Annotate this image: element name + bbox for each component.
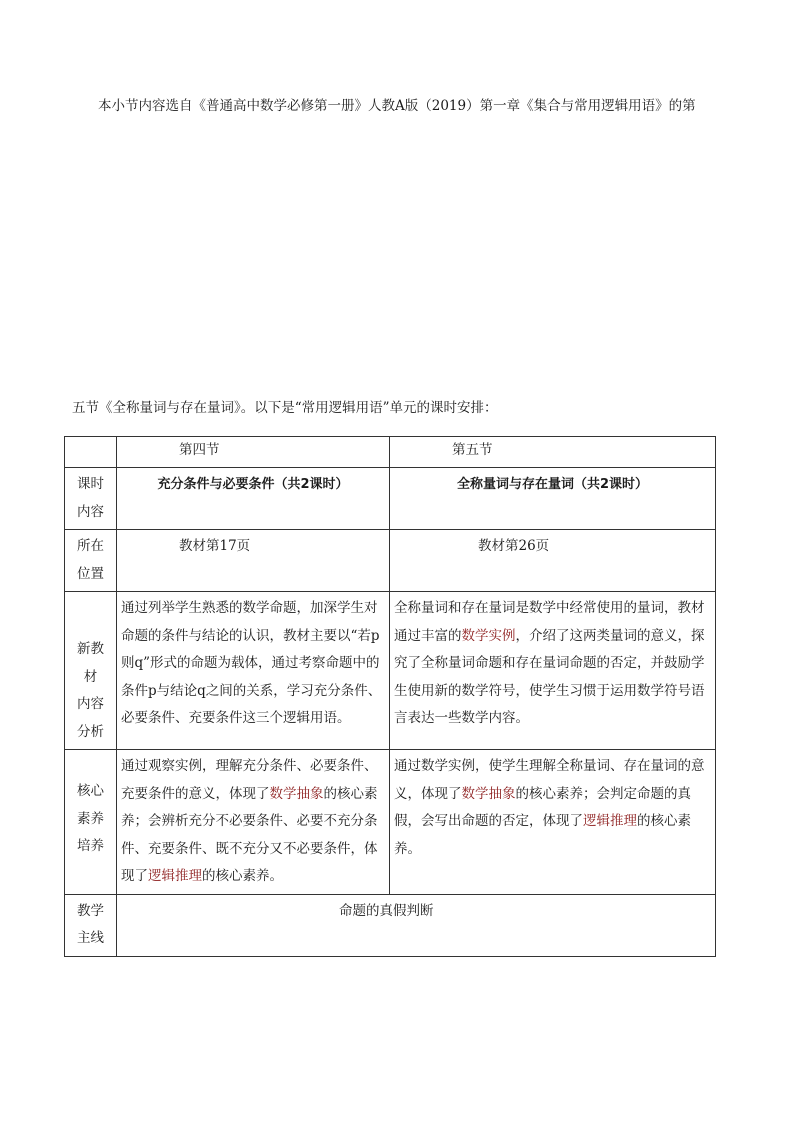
lesson-schedule-table bbox=[64, 436, 716, 957]
label-part: 所在 bbox=[77, 538, 104, 554]
analysis-section-5 bbox=[390, 592, 716, 750]
label-part: 培养 bbox=[77, 838, 104, 854]
analysis-section-4: 通过列举学生熟悉的数学命题，加深学生对命题的条件与结论的认识，教材主要以“若p则q”形式的命题为载体，通过考察命题中的条件p与结论q之间的关系，学习充分条件、必要条件、充要条件这三个逻辑用语。 bbox=[117, 592, 390, 750]
header-section-4: 第四节 bbox=[117, 437, 390, 468]
text-run: 通过观察实例，理解充分条件、必要条件、充要条件的意义，体现了 bbox=[121, 758, 378, 802]
mainline-value: 命题的真假判断 bbox=[117, 894, 716, 956]
highlight-term: 数学抽象 bbox=[461, 785, 516, 802]
text-run: 的核心素养；会判定命题的真假，会写出命题的否定，体现了 bbox=[394, 785, 691, 829]
content-section-5: 全称量词与存在量词（共2课时） bbox=[390, 468, 716, 530]
text-run: ，介绍了这两类量词的意义，探究了全称量词命题和存在量词命题的否定，并鼓励学生使用新的数学符号，使学生习惯于运用数学符号语言表达一些数学内容。 bbox=[394, 627, 705, 726]
text-run: 全称量词和存在量词是数学中经常使用的量词，教材通过丰富的 bbox=[394, 600, 705, 644]
table-row-position bbox=[65, 530, 716, 592]
label-part: 位置 bbox=[77, 565, 104, 582]
label-part: 新教 bbox=[77, 641, 104, 657]
label-part: 素养 bbox=[77, 810, 104, 827]
table-row-literacy bbox=[65, 750, 716, 895]
label-part: 内容 bbox=[77, 503, 104, 520]
row-label-position bbox=[65, 530, 117, 592]
intro-paragraph-line-1: 本小节内容选自《普通高中数学必修第一册》人教A版（2019）第一章《集合与常用逻辑用语》的第 bbox=[98, 98, 696, 114]
row-label-mainline bbox=[65, 894, 117, 956]
label-part: 课时 bbox=[77, 476, 104, 492]
position-section-5: 教材第26页 bbox=[390, 530, 716, 592]
highlight-term: 逻辑推理 bbox=[583, 813, 637, 829]
table-row-mainline bbox=[65, 894, 716, 956]
text-run: 通过数学实例，使学生理解全称量词、存在量词的意义，体现了 bbox=[394, 758, 705, 802]
content-section-4: 充分条件与必要条件（共2课时） bbox=[117, 468, 390, 530]
highlight-term: 数学实例 bbox=[461, 627, 516, 644]
row-label-literacy bbox=[65, 750, 117, 895]
highlight-term: 数学抽象 bbox=[269, 785, 324, 802]
label-part: 核心 bbox=[77, 783, 104, 799]
position-section-4: 教材第17页 bbox=[117, 530, 390, 592]
label-part: 教学 bbox=[77, 902, 104, 919]
label-part: 分析 bbox=[77, 723, 104, 740]
table-row-analysis bbox=[65, 592, 716, 750]
header-section-5: 第五节 bbox=[390, 437, 716, 468]
label-part: 材 bbox=[83, 668, 98, 685]
row-label-analysis bbox=[65, 592, 117, 750]
intro-paragraph-line-2: 五节《全称量词与存在量词》。以下是“常用逻辑用语”单元的课时安排： bbox=[72, 400, 498, 416]
text-run: 的核心素养；会辨析充分不必要条件、必要不充分条件、充要条件、既不充分又不必要条件，体现了 bbox=[121, 785, 378, 884]
label-part: 内容 bbox=[77, 696, 104, 712]
literacy-section-4 bbox=[117, 750, 390, 895]
header-empty-cell bbox=[65, 437, 117, 468]
literacy-section-5 bbox=[390, 750, 716, 895]
text-run: 的核心素养。 bbox=[202, 868, 283, 884]
table-header-row bbox=[65, 437, 716, 468]
row-label-content bbox=[65, 468, 117, 530]
text-run: 的核心素养。 bbox=[394, 813, 691, 857]
label-part: 主线 bbox=[77, 930, 104, 946]
table-row-content bbox=[65, 468, 716, 530]
highlight-term: 逻辑推理 bbox=[148, 868, 202, 884]
